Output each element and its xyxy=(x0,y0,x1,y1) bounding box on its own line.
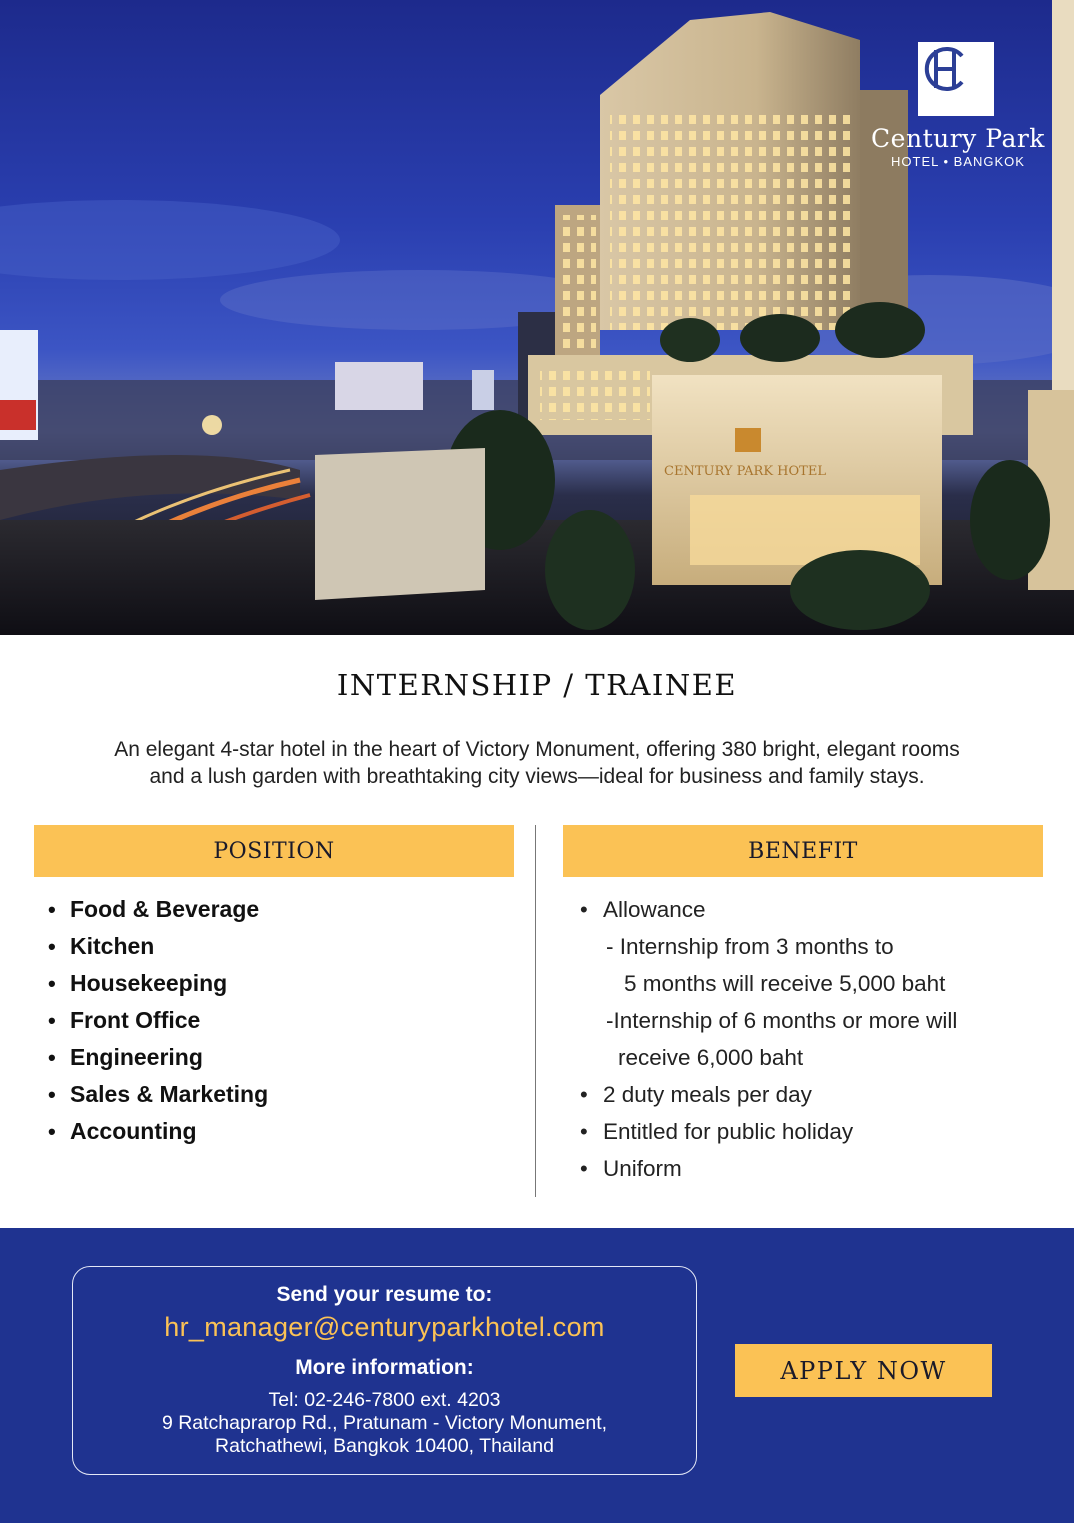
benefit-holiday-text: Entitled for public holiday xyxy=(603,1119,854,1144)
building-sign: CENTURY PARK HOTEL xyxy=(664,464,826,479)
contact-box xyxy=(72,1266,697,1475)
position-heading: POSITION xyxy=(34,825,514,877)
phone-number: Tel: 02-246-7800 ext. 4203 xyxy=(268,1389,501,1411)
position-item: • Engineering xyxy=(48,1041,268,1078)
benefit-allowance-line-4: receive 6,000 baht xyxy=(618,1045,804,1070)
benefit-allowance-line-2: 5 months will receive 5,000 baht xyxy=(624,971,946,996)
intro-line-1: An elegant 4-star hotel in the heart of Victory Monument, offering 380 bright, elegant rooms xyxy=(114,738,960,761)
brand-subtitle: HOTEL • BANGKOK xyxy=(891,154,1025,169)
more-info-label: More information: xyxy=(295,1356,474,1379)
address-line-1: 9 Ratchaprarop Rd., Pratunam - Victory Monument, xyxy=(161,1412,608,1434)
brand-name: Century Park xyxy=(871,124,1045,153)
benefit-allowance xyxy=(580,893,706,926)
benefit-meals-text: 2 duty meals per day xyxy=(603,1082,812,1107)
benefit-allowance-text: Allowance xyxy=(603,897,706,922)
position-item: • Accounting xyxy=(48,1115,268,1152)
hotel-night-illustration xyxy=(0,0,1074,635)
benefit-allowance-line-3: -Internship of 6 months or more will xyxy=(606,1008,958,1033)
benefit-uniform-text: Uniform xyxy=(603,1156,682,1181)
monogram-icon xyxy=(918,42,972,96)
benefit-heading: BENEFIT xyxy=(563,825,1043,877)
position-item: • Kitchen xyxy=(48,930,268,967)
apply-now-button[interactable]: APPLY NOW xyxy=(735,1344,992,1397)
footer xyxy=(0,1228,1074,1523)
column-divider xyxy=(535,825,536,1197)
send-resume-label: Send your resume to: xyxy=(276,1283,493,1306)
benefit-allowance-line-1: - Internship from 3 months to xyxy=(606,934,894,959)
address-line-2: Ratchathewi, Bangkok 10400, Thailand xyxy=(215,1435,554,1457)
position-item: • Food & Beverage xyxy=(48,893,268,930)
benefit-holiday xyxy=(580,1115,853,1148)
position-list xyxy=(48,893,268,1152)
hero-photo xyxy=(0,0,1074,635)
page-title: INTERNSHIP / TRAINEE xyxy=(336,668,738,702)
intro-text xyxy=(20,736,1054,790)
position-item: • Sales & Marketing xyxy=(48,1078,268,1115)
position-item: • Housekeeping xyxy=(48,967,268,1004)
position-item: • Front Office xyxy=(48,1004,268,1041)
benefit-uniform xyxy=(580,1152,682,1185)
intro-line-2: and a lush garden with breathtaking city views—ideal for business and family stays. xyxy=(149,765,925,788)
benefit-meals xyxy=(580,1078,812,1111)
hotel-logo-mark xyxy=(918,42,994,116)
email-link[interactable]: hr_manager@centuryparkhotel.com xyxy=(164,1312,605,1342)
